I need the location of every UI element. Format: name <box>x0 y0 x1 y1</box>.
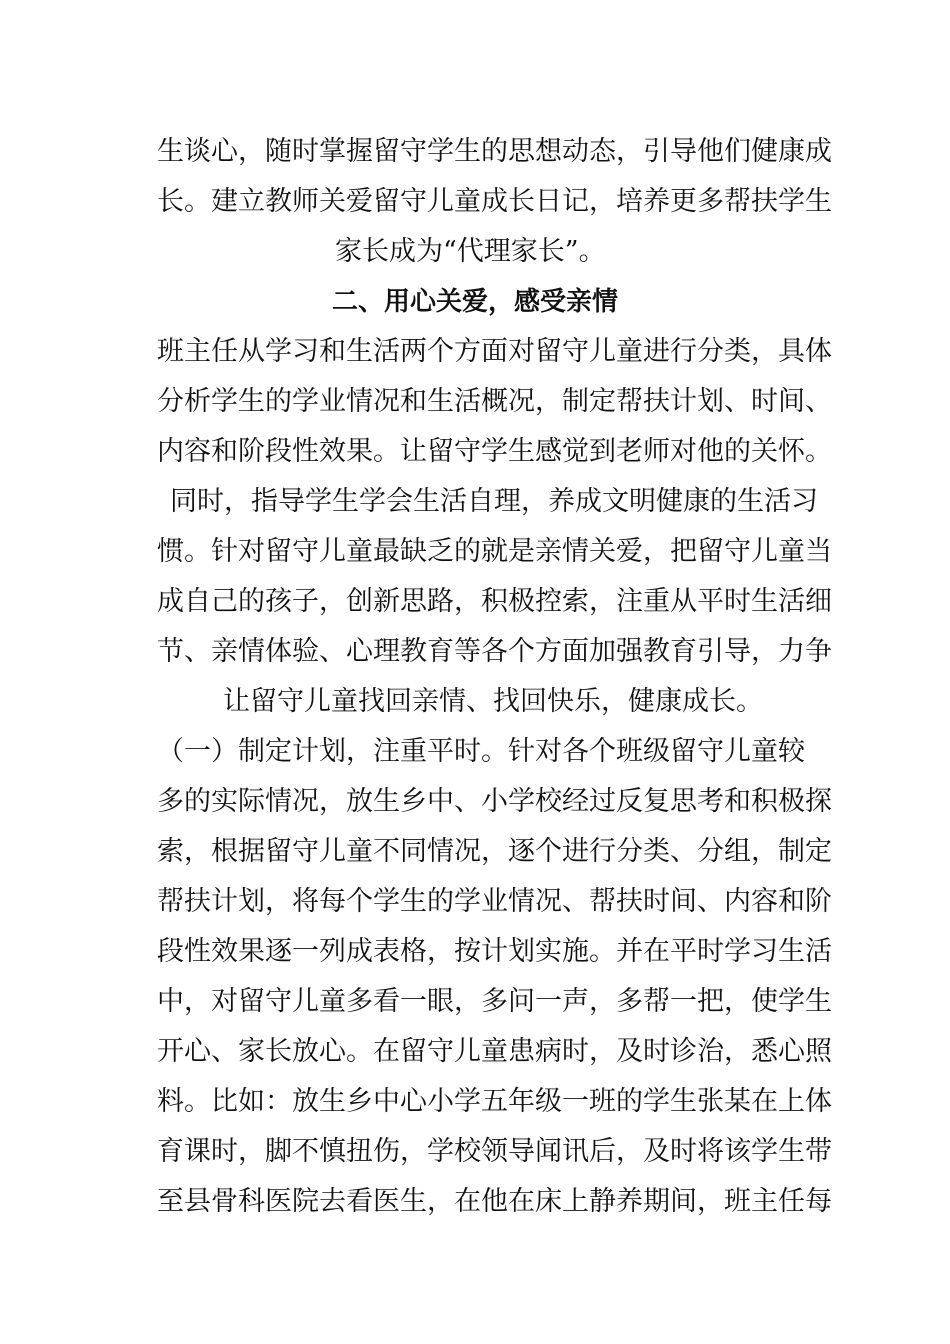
paragraph-line-18: 中，对留守儿童多看一眼，多问一声，多帮一把，使学生 <box>157 986 832 1017</box>
paragraph-line-11: 节、亲情体验、心理教育等各个方面加强教育引导，力争 <box>157 636 832 667</box>
section-heading: 二、用心关爱，感受亲情 <box>331 287 618 317</box>
paragraph-line-3: 家长成为“代理家长”。 <box>335 236 606 267</box>
paragraph-line-13: （一）制定计划，注重平时。针对各个班级留守儿童较 <box>157 736 805 767</box>
paragraph-line-14: 多的实际情况，放生乡中、小学校经过反复思考和积极探 <box>157 786 832 817</box>
paragraph-line-15: 索，根据留守儿童不同情况，逐个进行分类、分组，制定 <box>157 836 832 867</box>
paragraph-line-12: 让留守儿童找回亲情、找回快乐，健康成长。 <box>223 686 763 717</box>
paragraph-line-16: 帮扶计划，将每个学生的学业情况、帮扶时间、内容和阶 <box>157 886 832 917</box>
paragraph-line-7: 内容和阶段性效果。让留守学生感觉到老师对他的关怀。 <box>157 436 832 467</box>
paragraph-line-10: 成自己的孩子，创新思路，积极控索，注重从平时生活细 <box>157 586 832 617</box>
paragraph-line-21: 育课时，脚不慎扭伤，学校领导闻讯后，及时将该学生带 <box>157 1136 832 1167</box>
paragraph-line-6: 分析学生的学业情况和生活概况，制定帮扶计划、时间、 <box>157 386 832 417</box>
paragraph-line-8: 同时，指导学生学会生活自理，养成文明健康的生活习 <box>170 486 818 517</box>
paragraph-line-22: 至县骨科医院去看医生，在他在床上静养期间，班主任每 <box>157 1186 832 1217</box>
paragraph-line-1: 生谈心，随时掌握留守学生的思想动态，引导他们健康成 <box>157 136 832 167</box>
paragraph-line-17: 段性效果逐一列成表格，按计划实施。并在平时学习生活 <box>157 936 832 967</box>
paragraph-line-5: 班主任从学习和生活两个方面对留守儿童进行分类，具体 <box>157 336 832 367</box>
paragraph-line-20: 料。比如：放生乡中心小学五年级一班的学生张某在上体 <box>157 1086 832 1117</box>
paragraph-line-19: 开心、家长放心。在留守儿童患病时，及时诊治，悉心照 <box>157 1036 832 1067</box>
paragraph-line-9: 惯。针对留守儿童最缺乏的就是亲情关爱，把留守儿童当 <box>157 536 832 567</box>
paragraph-line-2: 长。建立教师关爱留守儿童成长日记，培养更多帮扶学生 <box>157 186 832 217</box>
